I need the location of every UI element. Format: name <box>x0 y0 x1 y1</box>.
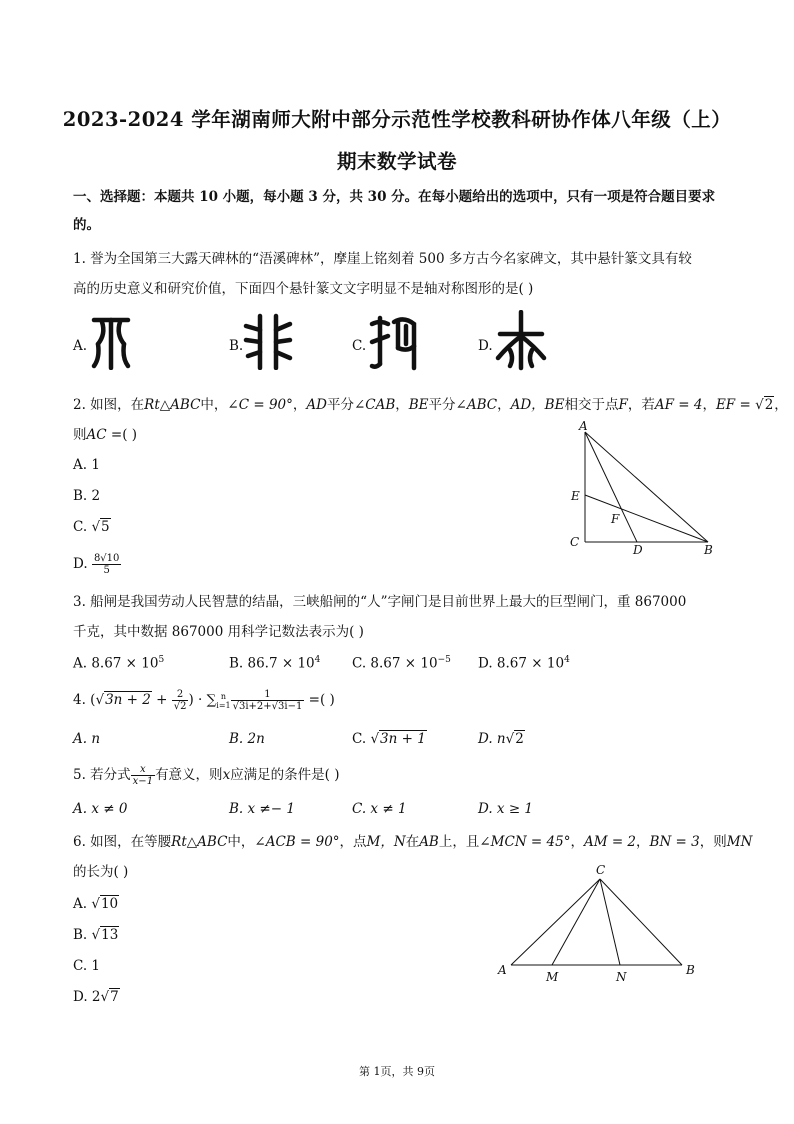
paper-title-line1: 2023-2024 学年湖南师大附中部分示范性学校教科研协作体八年级（上） <box>62 108 732 131</box>
q1-option-d-label: D. <box>478 338 493 354</box>
q3-option-a: A. $8.67 \times 10^5$ <box>73 655 165 672</box>
section-header-line1: 一、选择题：本题共 10 小题，每小题 3 分，共 30 分。在每小题给出的选项中，只有一项是符合题目要求 <box>73 189 716 205</box>
q2-stem-line2: 则AC =( ) <box>73 427 138 443</box>
q4-option-b: B. 2n <box>229 731 265 747</box>
section-header-line2: 的。 <box>73 217 100 233</box>
q2-label-f: F <box>611 512 620 526</box>
q2-option-d: D. $\frac{8√10}{5}$ <box>73 553 120 576</box>
q1-stem-line1: 1. 誉为全国第三大露天碑林的“浯溪碑林”，摩崖上铭刻着 500 多方古今名家碑文，其中悬针篆文具有较 <box>73 251 692 267</box>
q5-stem: 5. 若分式 $\frac{x}{x-1}$ 有意义，则x应满足的条件是( ) <box>73 764 340 787</box>
q6-label-a: A <box>498 963 507 977</box>
q3-option-b: B. $86.7 \times 10^4$ <box>229 655 321 672</box>
q2-stem-line1: 2. 如图，在Rt△ABC中，∠C = 90°，AD平分∠CAB，BE平分∠ABC，AD，BE相交于点F，若AF = 4，EF = √2， <box>73 397 788 413</box>
q6-label-m: M <box>546 970 559 984</box>
q1-stem-line2: 高的历史意义和研究价值，下面四个悬针篆文文字明显不是轴对称图形的是( ) <box>73 281 534 297</box>
q6-stem-line2: 的长为( ) <box>73 864 129 880</box>
q2-option-c: C. √5 <box>73 519 110 535</box>
q5-option-c: C. x ≠ 1 <box>352 801 407 817</box>
q5-option-d: D. x ≥ 1 <box>478 801 534 817</box>
q4-stem: 4. (√3n + 2 + $\frac{2}{√2}$ ) · ∑ n i=1 $\frac{1}{√3i+2+√3i-1}$ =( ) <box>73 689 335 712</box>
q1-option-b-seal-glyph <box>243 312 293 370</box>
q2-label-a: A <box>579 420 588 433</box>
q2-label-c: C <box>570 535 580 549</box>
q2-label-d: D <box>633 543 643 557</box>
paper-title-line2: 期末数学试卷 <box>336 150 457 173</box>
q2-option-a: A. 1 <box>73 457 100 473</box>
q2-option-b: B. 2 <box>73 488 101 504</box>
q4-option-c: C. √3n + 1 <box>352 731 426 747</box>
q3-option-c: C. $8.67 \times 10^{-5}$ <box>352 655 451 672</box>
q2-label-e: E <box>571 489 580 503</box>
q4-option-a: A. n <box>73 731 101 747</box>
q3-stem-line1: 3. 船闸是我国劳动人民智慧的结晶，三峡船闸的“人”字闸门是目前世界上最大的巨型闸门，重 867000 <box>73 594 687 610</box>
q1-option-c-seal-glyph <box>368 312 420 372</box>
q6-label-c: C <box>596 863 606 877</box>
q3-option-d: D. $8.67 \times 10^4$ <box>478 655 570 672</box>
q1-option-c-label: C. <box>352 338 367 354</box>
q3-stem-line2: 千克，其中数据 867000 用科学记数法表示为( ) <box>73 624 364 640</box>
q6-stem-line1: 6. 如图，在等腰Rt△ABC中，∠ACB = 90°，点M，N在AB上，且∠MCN = 45°，AM = 2，BN = 3，则MN <box>73 834 753 850</box>
q4-option-d: D. n√2 <box>478 731 524 747</box>
q6-option-a: A. √10 <box>73 896 119 912</box>
q1-option-b-label: B. <box>229 338 244 354</box>
q6-label-n: N <box>616 970 627 984</box>
page-footer: 第 1页，共 9页 <box>359 1065 435 1078</box>
q6-option-c: C. 1 <box>73 958 101 974</box>
q6-label-b: B <box>686 963 695 977</box>
q5-option-b: B. x ≠− 1 <box>229 801 295 817</box>
q6-triangle-figure <box>490 862 710 992</box>
q5-option-a: A. x ≠ 0 <box>73 801 128 817</box>
q2-label-b: B <box>704 543 713 557</box>
q6-option-d: D. 2√7 <box>73 989 119 1005</box>
q2-triangle-figure <box>560 420 720 560</box>
q1-option-a-seal-glyph <box>88 312 134 370</box>
q6-option-b: B. √13 <box>73 927 119 943</box>
q1-option-d-seal-glyph <box>494 310 548 372</box>
q1-option-a-label: A. <box>73 338 88 354</box>
